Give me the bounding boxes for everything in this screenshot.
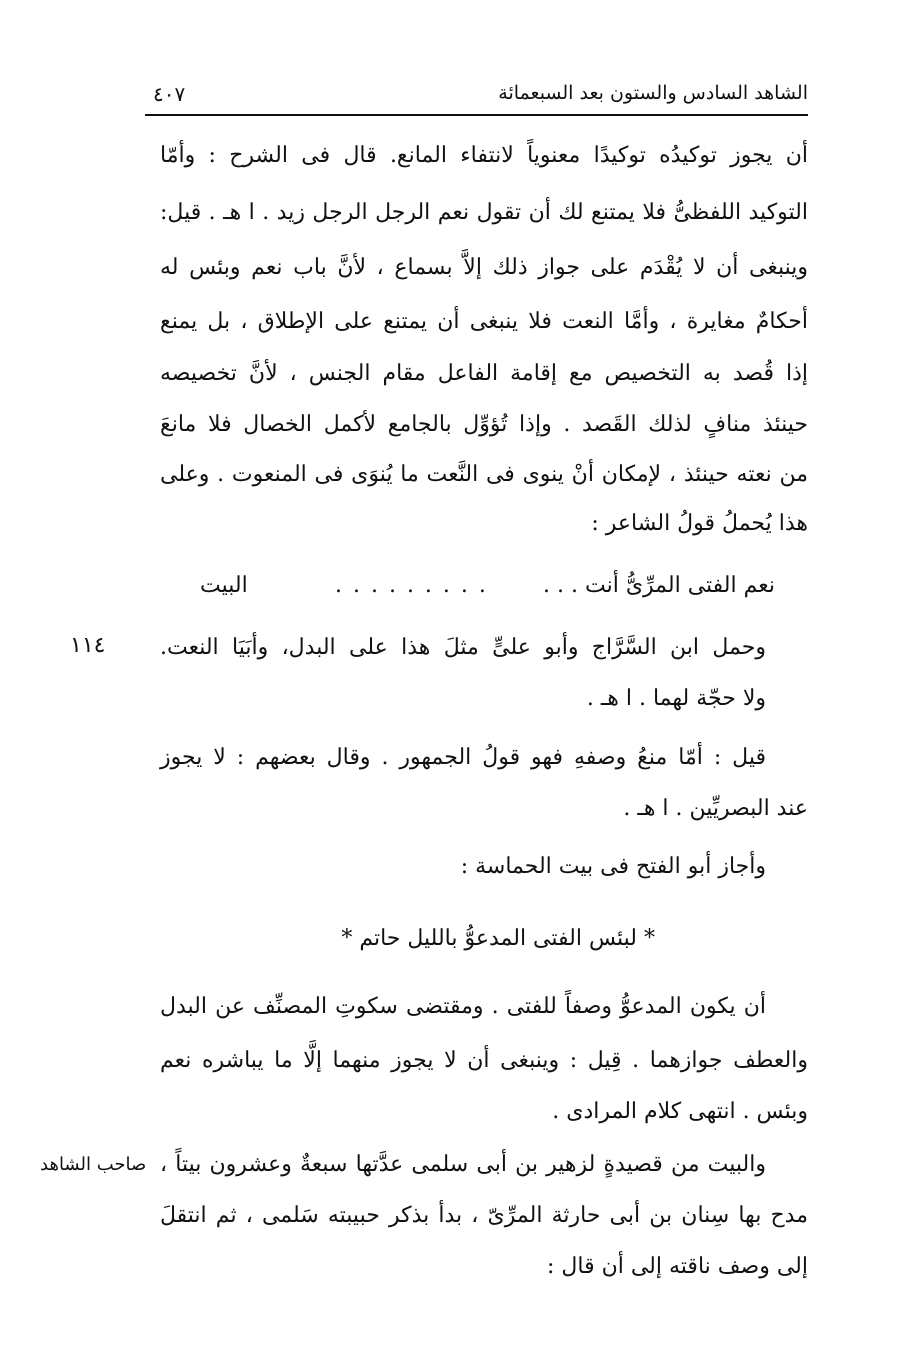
paragraph-1-line: أحكامٌ مغايرة ، وأمَّا النعت فلا ينبغى أن يمتنع على الإطلاق ، بل يمنع — [160, 309, 808, 334]
paragraph-6-line: إلى وصف ناقته إلى أن قال : — [546, 1254, 808, 1279]
paragraph-6-line: والبيت من قصيدةٍ لزهير بن أبى سلمى عدَّتها سبعةٌ وعشرون بيتاً ، — [160, 1152, 766, 1177]
paragraph-5-line: وبئس . انتهى كلام المرادى . — [552, 1099, 808, 1124]
paragraph-1-line: وينبغى أن لا يُقْدَم على جواز ذلك إلاَّ بسماع ، لأنَّ باب نعم وبئس له — [160, 255, 808, 280]
verse-1-dots: . . . . . . . . . — [335, 573, 488, 598]
page-number: ٤٠٧ — [153, 82, 186, 106]
paragraph-3-line: عند البصريِّين . ا هـ . — [623, 796, 808, 821]
verse-1-label: البيت — [200, 573, 248, 598]
paragraph-3-line: قيل : أمّا منعُ وصفهِ فهو قولُ الجمهور . وقال بعضهم : لا يجوز — [160, 745, 766, 770]
margin-note-author: صاحب الشاهد — [40, 1154, 147, 1175]
paragraph-2-line: وحمل ابن السَّرَّاج وأبو علىٍّ مثلَ هذا على البدل، وأبَيَا النعت. — [160, 635, 766, 660]
paragraph-1-line: هذا يُحملُ قولُ الشاعر : — [591, 511, 808, 536]
paragraph-2-line: ولا حجّة لهما . ا هـ . — [586, 686, 766, 711]
margin-number: ١١٤ — [70, 633, 106, 658]
paragraph-5-line: أن يكون المدعوُّ وصفاً للفتى . ومقتضى سكوتِ المصنِّف عن البدل — [160, 994, 766, 1019]
running-header-title: الشاهد السادس والستون بعد السبعمائة — [498, 82, 808, 104]
paragraph-1-line: حينئذ منافٍ لذلك القَصد . وإذا تُؤوِّل بالجامع لأكمل الخصال فلا مانعَ — [160, 412, 808, 437]
paragraph-6-line: مدح بها سِنان بن أبى حارثة المرِّىّ ، بدأ بذكر حبيبته سَلمى ، ثم انتقلَ — [160, 1203, 808, 1228]
paragraph-1-line: إذا قُصد به التخصيص مع إقامة الفاعل مقام الجنس ، لأنَّ تخصيصه — [160, 361, 808, 386]
running-header — [145, 80, 808, 116]
verse-1-text: نعم الفتى المرِّىُّ أنت . . . — [543, 573, 775, 598]
paragraph-1-line: التوكيد اللفظىُّ فلا يمتنع لك أن تقول نعم الرجل الرجل زيد . ا هـ . قيل: — [160, 200, 808, 225]
paragraph-5-line: والعطف جوازهما . قِيل : وينبغى أن لا يجوز منهما إلَّا ما يباشره نعم — [160, 1048, 808, 1073]
verse-2: * لبئس الفتى المدعوُّ بالليل حاتم * — [341, 926, 655, 951]
paragraph-1-line: من نعته حينئذ ، لإمكان أنْ ينوى فى النَّعت ما يُنوَى فى المنعوت . وعلى — [160, 462, 808, 487]
paragraph-4-line: وأجاز أبو الفتح فى بيت الحماسة : — [460, 854, 766, 879]
paragraph-1-line: أن يجوز توكيدُه توكيدًا معنوياً لانتفاء المانع. قال فى الشرح : وأمّا — [160, 143, 808, 168]
